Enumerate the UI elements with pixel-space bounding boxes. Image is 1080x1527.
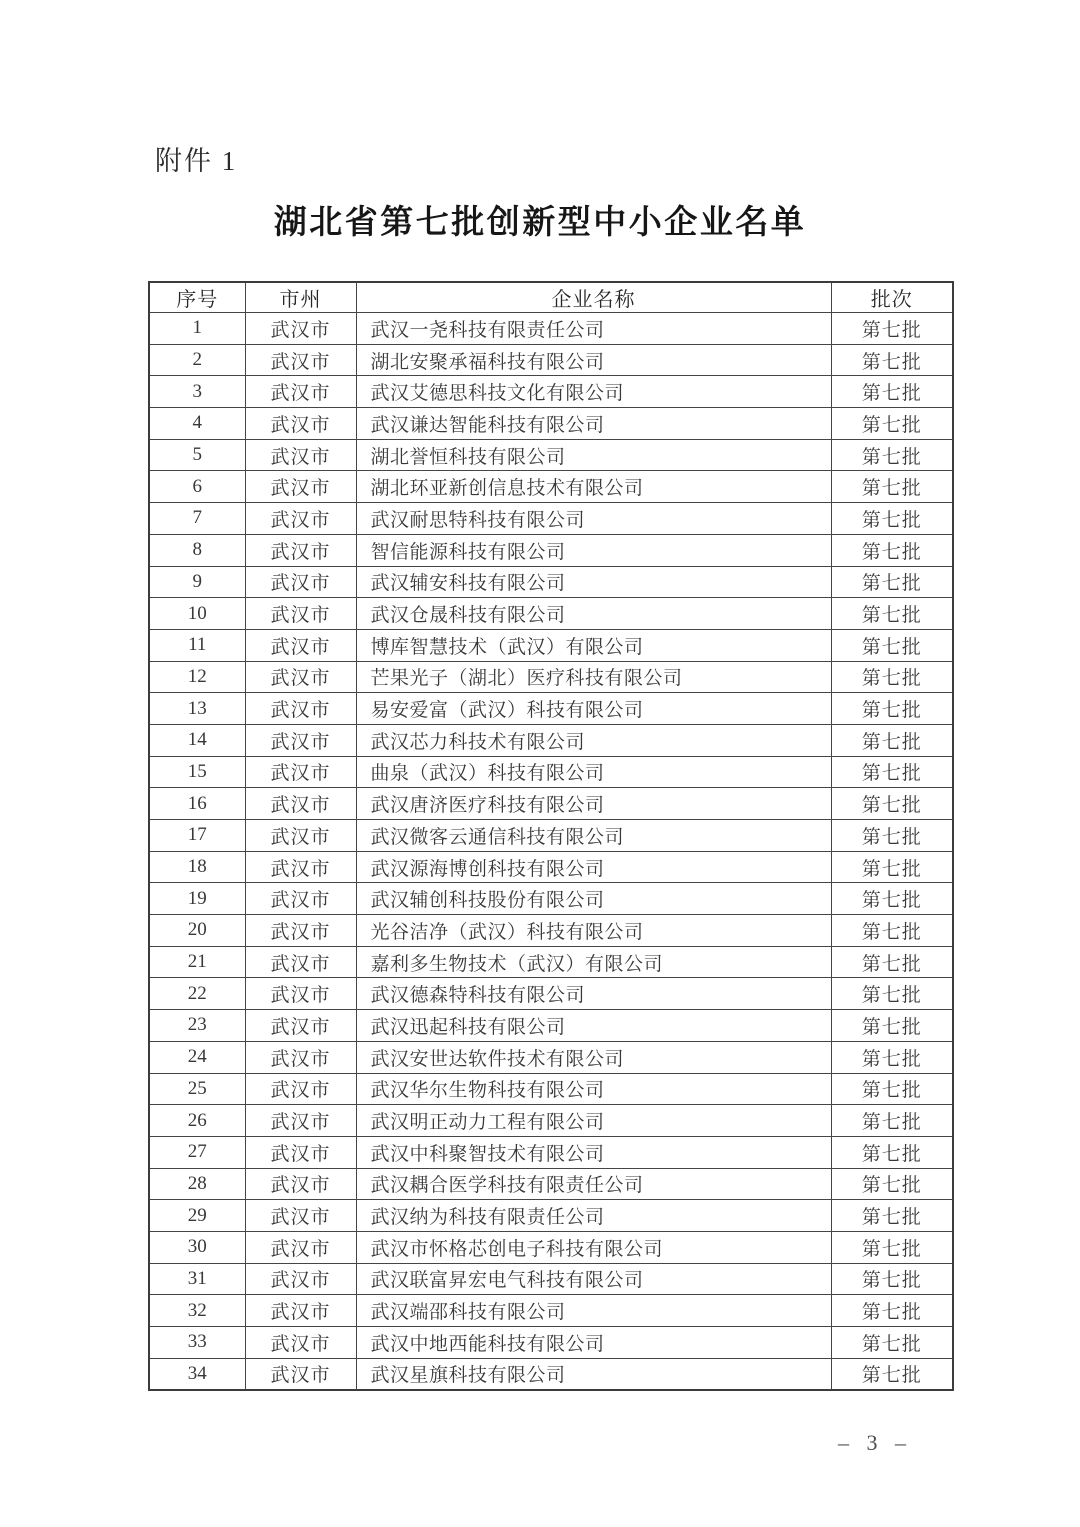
serial-cell: 6 bbox=[149, 471, 245, 503]
header-city: 市州 bbox=[245, 282, 356, 313]
city-cell: 武汉市 bbox=[245, 946, 356, 978]
table-body bbox=[149, 313, 953, 1390]
city-cell: 武汉市 bbox=[245, 693, 356, 725]
city-cell: 武汉市 bbox=[245, 566, 356, 598]
city-cell: 武汉市 bbox=[245, 629, 356, 661]
batch-cell: 第七批 bbox=[831, 978, 953, 1010]
city-cell: 武汉市 bbox=[245, 344, 356, 376]
batch-cell: 第七批 bbox=[831, 1231, 953, 1263]
batch-cell: 第七批 bbox=[831, 851, 953, 883]
company-cell: 曲泉（武汉）科技有限公司 bbox=[356, 756, 831, 788]
serial-cell: 8 bbox=[149, 534, 245, 566]
batch-cell: 第七批 bbox=[831, 376, 953, 408]
table-row bbox=[149, 661, 953, 693]
city-cell: 武汉市 bbox=[245, 1263, 356, 1295]
header-serial: 序号 bbox=[149, 282, 245, 313]
company-cell: 嘉利多生物技术（武汉）有限公司 bbox=[356, 946, 831, 978]
batch-cell: 第七批 bbox=[831, 1295, 953, 1327]
table-row bbox=[149, 1358, 953, 1390]
header-company: 企业名称 bbox=[356, 282, 831, 313]
table-row bbox=[149, 566, 953, 598]
table-row bbox=[149, 629, 953, 661]
city-cell: 武汉市 bbox=[245, 534, 356, 566]
serial-cell: 7 bbox=[149, 503, 245, 535]
company-cell: 武汉艾德思科技文化有限公司 bbox=[356, 376, 831, 408]
serial-cell: 1 bbox=[149, 313, 245, 345]
company-cell: 武汉源海博创科技有限公司 bbox=[356, 851, 831, 883]
city-cell: 武汉市 bbox=[245, 439, 356, 471]
serial-cell: 33 bbox=[149, 1327, 245, 1359]
city-cell: 武汉市 bbox=[245, 851, 356, 883]
batch-cell: 第七批 bbox=[831, 534, 953, 566]
batch-cell: 第七批 bbox=[831, 598, 953, 630]
city-cell: 武汉市 bbox=[245, 661, 356, 693]
city-cell: 武汉市 bbox=[245, 1358, 356, 1390]
city-cell: 武汉市 bbox=[245, 1327, 356, 1359]
company-cell: 武汉迅起科技有限公司 bbox=[356, 1010, 831, 1042]
table-row bbox=[149, 471, 953, 503]
company-cell: 湖北誉恒科技有限公司 bbox=[356, 439, 831, 471]
serial-cell: 10 bbox=[149, 598, 245, 630]
batch-cell: 第七批 bbox=[831, 661, 953, 693]
page-number: – 3 – bbox=[838, 1430, 912, 1455]
company-cell: 武汉芯力科技术有限公司 bbox=[356, 724, 831, 756]
serial-cell: 11 bbox=[149, 629, 245, 661]
serial-cell: 16 bbox=[149, 788, 245, 820]
batch-cell: 第七批 bbox=[831, 471, 953, 503]
batch-cell: 第七批 bbox=[831, 1327, 953, 1359]
table-row bbox=[149, 408, 953, 440]
serial-cell: 21 bbox=[149, 946, 245, 978]
batch-cell: 第七批 bbox=[831, 724, 953, 756]
company-table bbox=[148, 281, 954, 1391]
table-row bbox=[149, 376, 953, 408]
city-cell: 武汉市 bbox=[245, 915, 356, 947]
header-batch: 批次 bbox=[831, 282, 953, 313]
table-row bbox=[149, 724, 953, 756]
serial-cell: 24 bbox=[149, 1041, 245, 1073]
table-row bbox=[149, 978, 953, 1010]
company-cell: 武汉谦达智能科技有限公司 bbox=[356, 408, 831, 440]
serial-cell: 34 bbox=[149, 1358, 245, 1390]
table-row bbox=[149, 1295, 953, 1327]
table-row bbox=[149, 915, 953, 947]
batch-cell: 第七批 bbox=[831, 1168, 953, 1200]
table-row bbox=[149, 851, 953, 883]
serial-cell: 32 bbox=[149, 1295, 245, 1327]
city-cell: 武汉市 bbox=[245, 978, 356, 1010]
table-row bbox=[149, 313, 953, 345]
city-cell: 武汉市 bbox=[245, 1168, 356, 1200]
table-row bbox=[149, 439, 953, 471]
company-cell: 芒果光子（湖北）医疗科技有限公司 bbox=[356, 661, 831, 693]
company-cell: 湖北安聚承福科技有限公司 bbox=[356, 344, 831, 376]
serial-cell: 13 bbox=[149, 693, 245, 725]
serial-cell: 29 bbox=[149, 1200, 245, 1232]
city-cell: 武汉市 bbox=[245, 1010, 356, 1042]
company-cell: 武汉中地西能科技有限公司 bbox=[356, 1327, 831, 1359]
serial-cell: 26 bbox=[149, 1105, 245, 1137]
table-row bbox=[149, 693, 953, 725]
company-cell: 武汉华尔生物科技有限公司 bbox=[356, 1073, 831, 1105]
table-row bbox=[149, 820, 953, 852]
city-cell: 武汉市 bbox=[245, 1041, 356, 1073]
serial-cell: 18 bbox=[149, 851, 245, 883]
company-cell: 武汉耐思特科技有限公司 bbox=[356, 503, 831, 535]
table-header-row bbox=[149, 282, 953, 313]
serial-cell: 19 bbox=[149, 883, 245, 915]
table-row bbox=[149, 1200, 953, 1232]
serial-cell: 9 bbox=[149, 566, 245, 598]
batch-cell: 第七批 bbox=[831, 1073, 953, 1105]
batch-cell: 第七批 bbox=[831, 883, 953, 915]
table-row bbox=[149, 756, 953, 788]
table-row bbox=[149, 1041, 953, 1073]
city-cell: 武汉市 bbox=[245, 408, 356, 440]
table-row bbox=[149, 1136, 953, 1168]
city-cell: 武汉市 bbox=[245, 598, 356, 630]
company-cell: 武汉微客云通信科技有限公司 bbox=[356, 820, 831, 852]
city-cell: 武汉市 bbox=[245, 883, 356, 915]
company-cell: 武汉安世达软件技术有限公司 bbox=[356, 1041, 831, 1073]
serial-cell: 30 bbox=[149, 1231, 245, 1263]
table-row bbox=[149, 1105, 953, 1137]
batch-cell: 第七批 bbox=[831, 566, 953, 598]
table-row bbox=[149, 883, 953, 915]
batch-cell: 第七批 bbox=[831, 439, 953, 471]
company-cell: 武汉辅创科技股份有限公司 bbox=[356, 883, 831, 915]
serial-cell: 2 bbox=[149, 344, 245, 376]
table-row bbox=[149, 1168, 953, 1200]
serial-cell: 22 bbox=[149, 978, 245, 1010]
table-row bbox=[149, 534, 953, 566]
company-cell: 武汉联富昇宏电气科技有限公司 bbox=[356, 1263, 831, 1295]
serial-cell: 4 bbox=[149, 408, 245, 440]
company-cell: 武汉端邵科技有限公司 bbox=[356, 1295, 831, 1327]
serial-cell: 23 bbox=[149, 1010, 245, 1042]
city-cell: 武汉市 bbox=[245, 471, 356, 503]
table-row bbox=[149, 1263, 953, 1295]
batch-cell: 第七批 bbox=[831, 788, 953, 820]
batch-cell: 第七批 bbox=[831, 915, 953, 947]
city-cell: 武汉市 bbox=[245, 503, 356, 535]
table-row bbox=[149, 1010, 953, 1042]
serial-cell: 25 bbox=[149, 1073, 245, 1105]
attachment-label: 附件 1 bbox=[155, 146, 238, 176]
serial-cell: 5 bbox=[149, 439, 245, 471]
company-cell: 湖北环亚新创信息技术有限公司 bbox=[356, 471, 831, 503]
table-row bbox=[149, 1327, 953, 1359]
serial-cell: 20 bbox=[149, 915, 245, 947]
batch-cell: 第七批 bbox=[831, 820, 953, 852]
serial-cell: 31 bbox=[149, 1263, 245, 1295]
city-cell: 武汉市 bbox=[245, 820, 356, 852]
table-row bbox=[149, 946, 953, 978]
company-cell: 武汉一尧科技有限责任公司 bbox=[356, 313, 831, 345]
batch-cell: 第七批 bbox=[831, 693, 953, 725]
city-cell: 武汉市 bbox=[245, 1231, 356, 1263]
batch-cell: 第七批 bbox=[831, 756, 953, 788]
serial-cell: 12 bbox=[149, 661, 245, 693]
table-row bbox=[149, 503, 953, 535]
serial-cell: 14 bbox=[149, 724, 245, 756]
company-cell: 武汉耦合医学科技有限责任公司 bbox=[356, 1168, 831, 1200]
company-cell: 易安爱富（武汉）科技有限公司 bbox=[356, 693, 831, 725]
batch-cell: 第七批 bbox=[831, 946, 953, 978]
serial-cell: 28 bbox=[149, 1168, 245, 1200]
company-cell: 武汉唐济医疗科技有限公司 bbox=[356, 788, 831, 820]
city-cell: 武汉市 bbox=[245, 756, 356, 788]
company-cell: 武汉辅安科技有限公司 bbox=[356, 566, 831, 598]
table-row bbox=[149, 344, 953, 376]
table-row bbox=[149, 788, 953, 820]
batch-cell: 第七批 bbox=[831, 344, 953, 376]
company-cell: 武汉仓晟科技有限公司 bbox=[356, 598, 831, 630]
company-cell: 武汉德森特科技有限公司 bbox=[356, 978, 831, 1010]
serial-cell: 17 bbox=[149, 820, 245, 852]
table-row bbox=[149, 1231, 953, 1263]
company-cell: 博库智慧技术（武汉）有限公司 bbox=[356, 629, 831, 661]
company-cell: 武汉明正动力工程有限公司 bbox=[356, 1105, 831, 1137]
batch-cell: 第七批 bbox=[831, 629, 953, 661]
company-cell: 武汉市怀格芯创电子科技有限公司 bbox=[356, 1231, 831, 1263]
serial-cell: 27 bbox=[149, 1136, 245, 1168]
batch-cell: 第七批 bbox=[831, 313, 953, 345]
company-cell: 智信能源科技有限公司 bbox=[356, 534, 831, 566]
serial-cell: 15 bbox=[149, 756, 245, 788]
company-cell: 武汉中科聚智技术有限公司 bbox=[356, 1136, 831, 1168]
city-cell: 武汉市 bbox=[245, 1073, 356, 1105]
city-cell: 武汉市 bbox=[245, 788, 356, 820]
city-cell: 武汉市 bbox=[245, 1295, 356, 1327]
company-cell: 光谷洁净（武汉）科技有限公司 bbox=[356, 915, 831, 947]
company-cell: 武汉纳为科技有限责任公司 bbox=[356, 1200, 831, 1232]
city-cell: 武汉市 bbox=[245, 1136, 356, 1168]
company-cell: 武汉星旗科技有限公司 bbox=[356, 1358, 831, 1390]
batch-cell: 第七批 bbox=[831, 503, 953, 535]
batch-cell: 第七批 bbox=[831, 1010, 953, 1042]
table-row bbox=[149, 1073, 953, 1105]
city-cell: 武汉市 bbox=[245, 313, 356, 345]
city-cell: 武汉市 bbox=[245, 1105, 356, 1137]
page-title: 湖北省第七批创新型中小企业名单 bbox=[273, 205, 807, 241]
batch-cell: 第七批 bbox=[831, 1200, 953, 1232]
city-cell: 武汉市 bbox=[245, 1200, 356, 1232]
table-row bbox=[149, 598, 953, 630]
batch-cell: 第七批 bbox=[831, 1358, 953, 1390]
batch-cell: 第七批 bbox=[831, 1105, 953, 1137]
batch-cell: 第七批 bbox=[831, 1041, 953, 1073]
batch-cell: 第七批 bbox=[831, 1263, 953, 1295]
table-header bbox=[149, 282, 953, 313]
batch-cell: 第七批 bbox=[831, 1136, 953, 1168]
city-cell: 武汉市 bbox=[245, 376, 356, 408]
serial-cell: 3 bbox=[149, 376, 245, 408]
batch-cell: 第七批 bbox=[831, 408, 953, 440]
city-cell: 武汉市 bbox=[245, 724, 356, 756]
